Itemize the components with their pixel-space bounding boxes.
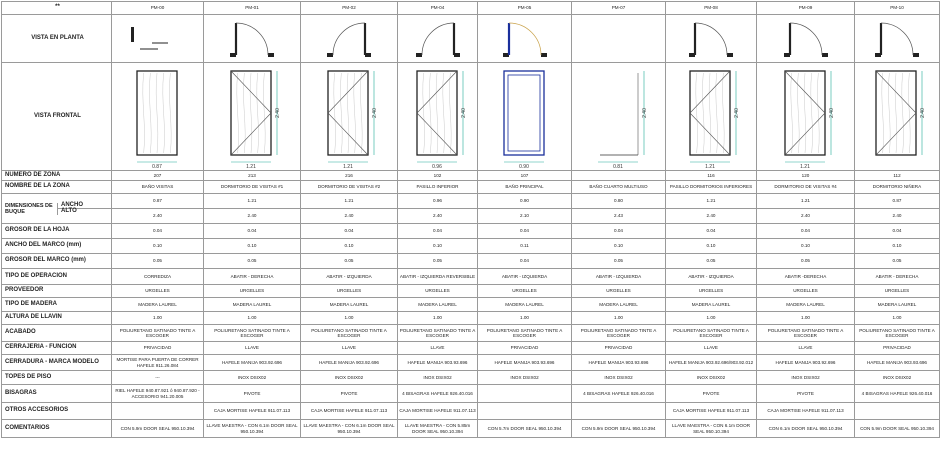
row-acabado (2, 325, 940, 342)
nombre-value: BAÑO CUARTO MULTIUSO (572, 181, 666, 194)
proveedor-value: URGELLES (204, 285, 301, 298)
grosor-marco-value: 0.05 (855, 254, 940, 269)
cerradura-value: MORTISE PARA PUERTA DE CORRER HAFELE 911.26.084 (112, 355, 204, 371)
madera-value: MADERA LAUREL (204, 298, 301, 312)
acabado-value: POLIURETANO SATINADO TINTE A ESCOGER (204, 325, 301, 342)
ancho-marco-value: 0.10 (855, 239, 940, 254)
llavin-value: 1.00 (204, 312, 301, 325)
bisagras-value: PIVOTE (666, 385, 757, 403)
door-code: PM-00 (112, 2, 204, 15)
bisagras-value: 4 BISAGRAS HAFELE 926.40.016 (398, 385, 478, 403)
grosor-hoja-value: 0.04 (301, 224, 398, 239)
madera-value: MADERA LAUREL (757, 298, 855, 312)
acabado-value: POLIURETANO SATINADO TINTE A ESCOGER (855, 325, 940, 342)
zona-value: 213 (204, 171, 301, 181)
zona-value: 216 (301, 171, 398, 181)
row-alto (2, 209, 940, 224)
header-row (2, 2, 940, 15)
cerradura-value: HAFELE MANIJA 903.92.696/903.92.012 (666, 355, 757, 371)
funcion-value: PRIVACIDAD (572, 342, 666, 355)
door-plan-drawing (589, 19, 649, 59)
width-dim-label: 0.87 (151, 163, 162, 169)
madera-value: MADERA LAUREL (855, 298, 940, 312)
ancho-value: 1.21 (666, 194, 757, 209)
proveedor-value: URGELLES (855, 285, 940, 298)
funcion-value: LLAVE (398, 342, 478, 355)
width-dim-label: 1.21 (343, 163, 353, 169)
front-view-cell (398, 63, 478, 171)
corner-cell: ** (2, 2, 112, 15)
ancho-marco-value: 0.10 (757, 239, 855, 254)
grosor-marco-value: 0.05 (757, 254, 855, 269)
acabado-value: POLIURETANO SATINADO TINTE A ESCOGER (478, 325, 572, 342)
otros-label: OTROS ACCESORIOS (2, 403, 112, 420)
row-otros (2, 403, 940, 420)
llavin-value: 1.00 (572, 312, 666, 325)
operacion-value: ABATIR - IZQUIERDA (666, 269, 757, 285)
cerradura-value: HAFELE MANIJA 903.92.696 (204, 355, 301, 371)
door-elevation-drawing (676, 65, 746, 169)
operacion-value: ABATIR - DERECHA (855, 269, 940, 285)
madera-value: MADERA LAUREL (398, 298, 478, 312)
proveedor-value: URGELLES (666, 285, 757, 298)
otros-value: CAJA MORTISE HAFELE 911.07.113 (757, 403, 855, 420)
row-cerradura (2, 355, 940, 371)
operacion-value: ABATIR - IZQUIERDA (301, 269, 398, 285)
swing-arc (695, 23, 727, 55)
alto-value: 2.40 (855, 209, 940, 224)
comentarios-value: CON 6.1m DOOR SEAL 950.10.394 (757, 420, 855, 438)
topes-value: INOX DSIX02 (855, 371, 940, 385)
ancho-marco-value: 0.10 (398, 239, 478, 254)
acabado-value: POLIURETANO SATINADO TINTE A ESCOGER (572, 325, 666, 342)
alto-value: 2.43 (572, 209, 666, 224)
ancho-value: 0.87 (112, 194, 204, 209)
ancho-marco-value: 0.10 (112, 239, 204, 254)
topes-value: INOX DSIX02 (572, 371, 666, 385)
alto-value: 2.40 (757, 209, 855, 224)
llavin-value: 1.00 (478, 312, 572, 325)
funcion-value: LLAVE (666, 342, 757, 355)
row-grosor-hoja (2, 224, 940, 239)
zona-value: 107 (478, 171, 572, 181)
acabado-value: POLIURETANO SATINADO TINTE A ESCOGER (398, 325, 478, 342)
grosor-hoja-value: 0.04 (398, 224, 478, 239)
nombre-value: DORMITORIO DE VISITAS #1 (204, 181, 301, 194)
door-code: PM-05 (478, 2, 572, 15)
door-elevation-drawing (862, 65, 932, 169)
llavin-value: 1.00 (757, 312, 855, 325)
height-dim-label: 2.40 (828, 107, 835, 118)
nombre-value: PASILLO DORMITORIOS INFERIORES (666, 181, 757, 194)
front-view-cell (204, 63, 301, 171)
row-ancho (2, 194, 940, 209)
funcion-value: PRIVACIDAD (478, 342, 572, 355)
width-dim-label: 0.90 (518, 163, 529, 169)
acabado-label: ACABADO (2, 325, 112, 342)
grosor-marco-value: 0.05 (398, 254, 478, 269)
door-plan-drawing (319, 19, 379, 59)
wall-left (327, 53, 333, 57)
grosor-hoja-value: 0.04 (572, 224, 666, 239)
door-elevation-drawing (314, 65, 384, 169)
bisagras-value (478, 385, 572, 403)
comentarios-label: COMENTARIOS (2, 420, 112, 438)
topes-value: INOX DSIX02 (204, 371, 301, 385)
funcion-label: CERRAJERIA - FUNCION (2, 342, 112, 355)
front-view-cell (478, 63, 572, 171)
proveedor-value: URGELLES (112, 285, 204, 298)
operacion-value: ABATIR -DERECHA (757, 269, 855, 285)
swing-arc (422, 23, 454, 55)
ancho-label: ANCHO (58, 203, 111, 210)
madera-value: MADERA LAUREL (666, 298, 757, 312)
otros-value: CAJA MORTISE HAFELE 911.07.113 (204, 403, 301, 420)
topes-value: INOX DSIX02 (757, 371, 855, 385)
row-proveedor (2, 285, 940, 298)
front-view-cell (572, 63, 666, 171)
grosor-hoja-label: GROSOR DE LA HOJA (2, 224, 112, 239)
nombre-value: PASILLO INFERIOR (398, 181, 478, 194)
wall-right (541, 53, 547, 57)
funcion-value: PRIVACIDAD (112, 342, 204, 355)
nombre-value: DORMITORIO NIÑERA (855, 181, 940, 194)
topes-value: INOX DSIX02 (478, 371, 572, 385)
comentarios-value: CON 5.7m DOOR SEAL 950.10.394 (478, 420, 572, 438)
bisagras-value: 4 BISAGRAS HAFELE 926.40.016 (855, 385, 940, 403)
door-code: PM-04 (398, 2, 478, 15)
zona-value: 116 (666, 171, 757, 181)
grosor-marco-value: 0.05 (112, 254, 204, 269)
front-view-cell (666, 63, 757, 171)
cerradura-value: HAFELE MANIJA 903.92.696 (301, 355, 398, 371)
llavin-value: 1.00 (112, 312, 204, 325)
alto-value: 2.40 (112, 209, 204, 224)
bisagras-value: 4 BISAGRAS HAFELE 926.40.016 (572, 385, 666, 403)
bisagras-label: BISAGRAS (2, 385, 112, 403)
otros-value: CAJA MORTISE HAFELE 911.07.113 (666, 403, 757, 420)
llavin-value: 1.00 (666, 312, 757, 325)
ancho-marco-value: 0.10 (204, 239, 301, 254)
cerradura-value: HAFELE MANIJA 903.93.696 (855, 355, 940, 371)
row-madera (2, 298, 940, 312)
topes-label: TOPES DE PISO (2, 371, 112, 385)
llavin-value: 1.00 (301, 312, 398, 325)
zona-value: 102 (398, 171, 478, 181)
proveedor-value: URGELLES (572, 285, 666, 298)
door-code: PM-08 (666, 2, 757, 15)
row-comentarios (2, 420, 940, 438)
llavin-label: ALTURA DE LLAVIN (2, 312, 112, 325)
front-view-cell (855, 63, 940, 171)
funcion-value: LLAVE (204, 342, 301, 355)
alto-value: 2.40 (398, 209, 478, 224)
grosor-hoja-value: 0.04 (204, 224, 301, 239)
vista-frontal-label: VISTA FRONTAL (2, 63, 112, 171)
nombre-value: DORMITORIO DE VISITAS #2 (301, 181, 398, 194)
proveedor-value: URGELLES (757, 285, 855, 298)
plan-view-cell (757, 15, 855, 63)
grosor-marco-value: 0.04 (478, 254, 572, 269)
otros-value: CAJA MORTISE HAFELE 911.07.113 (398, 403, 478, 420)
ancho-value: 1.21 (757, 194, 855, 209)
nombre-value: BAÑO VISITAS (112, 181, 204, 194)
plan-view-cell (112, 15, 204, 63)
madera-value: MADERA LAUREL (572, 298, 666, 312)
row-nombre (2, 181, 940, 194)
height-dim-label: 2.40 (734, 107, 740, 118)
wall-right (727, 53, 733, 57)
plan-row (2, 15, 940, 63)
cerradura-value: HAFELE MANIJA 903.92.696 (757, 355, 855, 371)
acabado-value: POLIURETANO SATINADO TINTE A ESCOGER (757, 325, 855, 342)
comentarios-value: LLAVE MAESTRA - CON 6.1m DOOR SEAL 950.10.394 (666, 420, 757, 438)
grosor-hoja-value: 0.04 (855, 224, 940, 239)
zona-label: NUMERO DE ZONA (2, 171, 112, 181)
comentarios-value: CON 5.9m DOOR SEAL 950.10.394 (855, 420, 940, 438)
plan-view-cell (204, 15, 301, 63)
door-code: PM-01 (204, 2, 301, 15)
zona-value: 112 (855, 171, 940, 181)
width-dim-label: 1.21 (246, 163, 256, 169)
wall-right (268, 53, 274, 57)
grosor-hoja-value: 0.04 (112, 224, 204, 239)
madera-value: MADERA LAUREL (112, 298, 204, 312)
ancho-value: 1.21 (301, 194, 398, 209)
zona-value: 120 (757, 171, 855, 181)
operacion-label: TIPO DE OPERACION (2, 269, 112, 285)
wall-right (822, 53, 828, 57)
grosor-marco-label: GROSOR DEL MARCO (mm) (2, 254, 112, 269)
door-plan-drawing (222, 19, 282, 59)
door-elevation-drawing (123, 65, 193, 169)
comentarios-value: LLAVE MAESTRA - CON 5.85m DOOR SEAL 950.10.394 (398, 420, 478, 438)
door-code: PM-07 (572, 2, 666, 15)
plan-view-cell (855, 15, 940, 63)
dimensiones-cell (2, 194, 112, 224)
proveedor-value: URGELLES (478, 285, 572, 298)
plan-view-cell (478, 15, 572, 63)
otros-value (855, 403, 940, 420)
bisagras-value: RIEL HAFELE 940.87.921 ó 940.87.920 - ACCESORIO 941.20.005 (112, 385, 204, 403)
zona-value (572, 171, 666, 181)
bisagras-value: PIVOTE (204, 385, 301, 403)
front-row (2, 63, 940, 171)
comentarios-value: LLAVE MAESTRA - CON 6.1m DOOR SEAL 950.10.394 (204, 420, 301, 438)
swing-arc (790, 23, 822, 55)
nombre-value: BAÑO PRINCIPAL (478, 181, 572, 194)
grosor-marco-value: 0.05 (572, 254, 666, 269)
row-grosor-marco (2, 254, 940, 269)
door-schedule-table (1, 1, 940, 438)
ancho-marco-value: 0.11 (478, 239, 572, 254)
topes-value: --- (112, 371, 204, 385)
swing-arc (881, 23, 913, 55)
comentarios-value: LLAVE MAESTRA - CON 6.1m DOOR SEAL 950.10.394 (301, 420, 398, 438)
door-plan-drawing (128, 19, 188, 59)
width-dim-label: 0.96 (431, 163, 442, 169)
plan-view-cell (398, 15, 478, 63)
alto-value: 2.10 (478, 209, 572, 224)
bisagras-value: PIVOTE (757, 385, 855, 403)
nombre-value: DORMITORIO DE VISITAS #4 (757, 181, 855, 194)
cerradura-value: HAFELE MANIJA 903.93.696 (572, 355, 666, 371)
front-view-cell (301, 63, 398, 171)
operacion-value: ABATIR - IZQUIERDA REVERSIBLE (398, 269, 478, 285)
plan-view-cell (572, 15, 666, 63)
cerradura-value: HAFELE MANIJA 903.93.696 (398, 355, 478, 371)
door-plan-drawing (776, 19, 836, 59)
ancho-marco-value: 0.10 (572, 239, 666, 254)
proveedor-label: PROVEEDOR (2, 285, 112, 298)
grosor-hoja-value: 0.04 (666, 224, 757, 239)
row-operacion (2, 269, 940, 285)
ancho-value: 0.90 (478, 194, 572, 209)
topes-value: INOX DSIX02 (666, 371, 757, 385)
nombre-label: NOMBRE DE LA ZONA (2, 181, 112, 194)
otros-value (478, 403, 572, 420)
proveedor-value: URGELLES (301, 285, 398, 298)
funcion-value: LLAVE (301, 342, 398, 355)
height-dim-label: 2.40 (275, 107, 281, 118)
funcion-value: LLAVE (757, 342, 855, 355)
topes-value: INOX DSIX02 (398, 371, 478, 385)
plan-view-cell (301, 15, 398, 63)
door-elevation-drawing (403, 65, 473, 169)
ancho-value: 0.87 (855, 194, 940, 209)
alto-value: 2.40 (204, 209, 301, 224)
front-view-cell (112, 63, 204, 171)
swing-arc (333, 23, 365, 55)
height-dim-label: 2.40 (460, 107, 467, 118)
otros-value (572, 403, 666, 420)
ancho-value: 0.96 (398, 194, 478, 209)
wall-stub (131, 27, 134, 42)
zona-value: 207 (112, 171, 204, 181)
llavin-value: 1.00 (398, 312, 478, 325)
wall-left (416, 53, 422, 57)
door-elevation-drawing (490, 65, 560, 169)
ancho-marco-label: ANCHO DEL MARCO (mm) (2, 239, 112, 254)
row-funcion (2, 342, 940, 355)
grosor-marco-value: 0.05 (301, 254, 398, 269)
comentarios-value: CON 5.9m DOOR SEAL 950.10.394 (112, 420, 204, 438)
madera-value: MADERA LAUREL (301, 298, 398, 312)
madera-label: TIPO DE MADERA (2, 298, 112, 312)
height-dim-label: 2.40 (372, 107, 378, 118)
operacion-value: ABATIR - IZQUIERDA (572, 269, 666, 285)
row-topes (2, 371, 940, 385)
height-dim-label: 2.40 (641, 107, 648, 118)
door-elevation-drawing (584, 65, 654, 169)
ancho-marco-value: 0.10 (301, 239, 398, 254)
door-elevation-drawing (771, 65, 841, 169)
llavin-value: 1.00 (855, 312, 940, 325)
ancho-value: 0.80 (572, 194, 666, 209)
grosor-marco-value: 0.05 (204, 254, 301, 269)
cerradura-value: HAFELE MANIJA 903.93.696 (478, 355, 572, 371)
door-plan-drawing (867, 19, 927, 59)
door-elevation-drawing (217, 65, 287, 169)
otros-value: CAJA MORTISE HAFELE 911.07.113 (301, 403, 398, 420)
door-plan-drawing (408, 19, 468, 59)
operacion-value: ABATIR - DERECHA (204, 269, 301, 285)
row-bisagras (2, 385, 940, 403)
cerradura-label: CERRADURA - MARCA MODELO (2, 355, 112, 371)
funcion-value: PRIVACIDAD (855, 342, 940, 355)
ancho-marco-value: 0.10 (666, 239, 757, 254)
alto-label: ALTO (61, 208, 77, 215)
otros-value (112, 403, 204, 420)
row-llavin (2, 312, 940, 325)
width-dim-label: 1.21 (799, 163, 810, 169)
bisagras-value: PIVOTE (301, 385, 398, 403)
topes-value: INOX DSIX02 (301, 371, 398, 385)
row-ancho-marco (2, 239, 940, 254)
grosor-hoja-value: 0.04 (478, 224, 572, 239)
door-code: PM-10 (855, 2, 940, 15)
alto-value: 2.40 (666, 209, 757, 224)
width-dim-label: 0.81 (612, 163, 623, 169)
comentarios-value: CON 5.9m DOOR SEAL 950.10.394 (572, 420, 666, 438)
swing-arc (509, 23, 541, 55)
door-plan-drawing (495, 19, 555, 59)
door-plan-drawing (681, 19, 741, 59)
madera-value: MADERA LAUREL (478, 298, 572, 312)
grosor-marco-value: 0.05 (666, 254, 757, 269)
vista-planta-label: VISTA EN PLANTA (2, 15, 112, 63)
grosor-hoja-value: 0.04 (757, 224, 855, 239)
acabado-value: POLIURETANO SATINADO TINTE A ESCOGER (666, 325, 757, 342)
operacion-value: CORREDIZA (112, 269, 204, 285)
wall-right (913, 53, 919, 57)
plan-view-cell (666, 15, 757, 63)
swing-arc (236, 23, 268, 55)
acabado-value: POLIURETANO SATINADO TINTE A ESCOGER (112, 325, 204, 342)
front-view-cell (757, 63, 855, 171)
acabado-value: POLIURETANO SATINADO TINTE A ESCOGER (301, 325, 398, 342)
alto-value: 2.40 (301, 209, 398, 224)
proveedor-value: URGELLES (398, 285, 478, 298)
ancho-value: 1.21 (204, 194, 301, 209)
door-frame (504, 71, 544, 155)
width-dim-label: 1.21 (705, 163, 715, 169)
height-dim-label: 2.40 (920, 107, 926, 118)
door-code: PM-09 (757, 2, 855, 15)
operacion-value: ABATIR - IZQUIERDA (478, 269, 572, 285)
dimensiones-label: DIMENSIONES DE BUQUE (2, 203, 58, 215)
row-zona (2, 171, 940, 181)
door-code: PM-02 (301, 2, 398, 15)
